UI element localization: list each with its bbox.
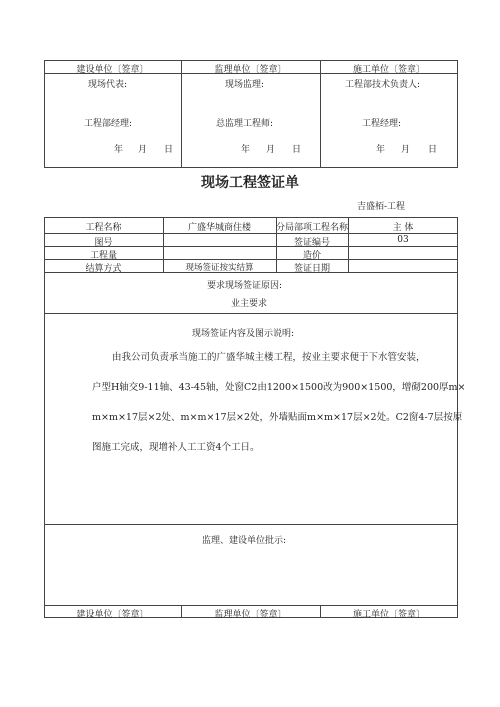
date-month: 月 — [138, 145, 148, 155]
date-day: 日 — [292, 145, 302, 155]
top-header-construction-unit: 建设单位〔签章〕 — [76, 65, 149, 75]
document-subtitle: 吉盛栢-工程 — [357, 202, 406, 212]
page-title: 现场工程签证单 — [201, 175, 299, 191]
project-name-label: 工程名称 — [85, 223, 122, 233]
reason-label: 要求现场签证原因: — [207, 281, 283, 291]
bottom-header-construction-unit: 建设单位〔签章〕 — [76, 610, 149, 620]
visa-date-label: 签证日期 — [293, 264, 330, 274]
drawing-no-label: 图号 — [94, 238, 113, 248]
bottom-header-supervision-unit: 监理单位〔签章〕 — [214, 610, 287, 620]
sub-project-value: 主 体 — [392, 223, 414, 233]
date-month: 月 — [401, 145, 411, 155]
visa-no-value: 03 — [397, 235, 409, 245]
top-header-supervision-unit: 监理单位〔签章〕 — [214, 65, 287, 75]
site-supervisor-label: 现场监理: — [225, 80, 265, 90]
content-label: 现场签证内容及图示说明: — [192, 329, 295, 339]
approval-divider — [44, 605, 458, 606]
date-year: 年 — [114, 145, 124, 155]
reason-text: 业主要求 — [231, 299, 268, 309]
bottom-header-contractor-unit: 施工单位〔签章〕 — [352, 610, 425, 620]
date-month: 月 — [266, 145, 276, 155]
content-divider — [44, 524, 458, 525]
date-day: 日 — [428, 145, 438, 155]
cost-label: 造价 — [302, 251, 321, 261]
date-day: 日 — [164, 145, 174, 155]
site-representative-label: 现场代表: — [88, 80, 128, 90]
reason-divider — [44, 313, 458, 314]
chief-supervisor-label: 总监理工程师: — [216, 119, 274, 129]
date-year: 年 — [241, 145, 251, 155]
technical-lead-label: 工程部技术负责人: — [345, 80, 421, 90]
approval-label: 监理、建设单位批示: — [202, 536, 287, 546]
settlement-label: 结算方式 — [85, 264, 122, 274]
project-name-value: 广盛华城商住楼 — [187, 223, 251, 233]
sub-project-label: 分局部项工程名称 — [276, 223, 349, 233]
content-line: m×m×17层×2处、m×m×17层×2处，外墙贴面m×m×17层×2处。C2窗4-7层按原 — [92, 412, 463, 423]
content-line: 图施工完成，现增补人工工资4个工日。 — [92, 442, 260, 453]
content-body — [92, 343, 466, 463]
top-col-divider-1 — [181, 60, 182, 168]
settlement-value: 现场签证按实结算 — [185, 263, 254, 273]
project-manager-label: 工程经理: — [362, 119, 402, 129]
content-line: 由我公司负责承当施工的广盛华城主楼工程，按业主要求便于下水管安装， — [112, 352, 426, 363]
quantity-label: 工程量 — [89, 251, 117, 261]
info-row-divider — [44, 233, 458, 234]
date-year: 年 — [376, 145, 386, 155]
content-line: 户型H轴交9-11轴、43-45轴，处窗C2由1200×1500改为900×1500，增砌200厚m× — [92, 382, 466, 393]
top-header-contractor-unit: 施工单位〔签章〕 — [352, 65, 425, 75]
engineering-manager-label: 工程部经理: — [84, 119, 133, 129]
top-col-divider-2 — [320, 60, 321, 168]
visa-no-label: 签证编号 — [293, 238, 330, 248]
